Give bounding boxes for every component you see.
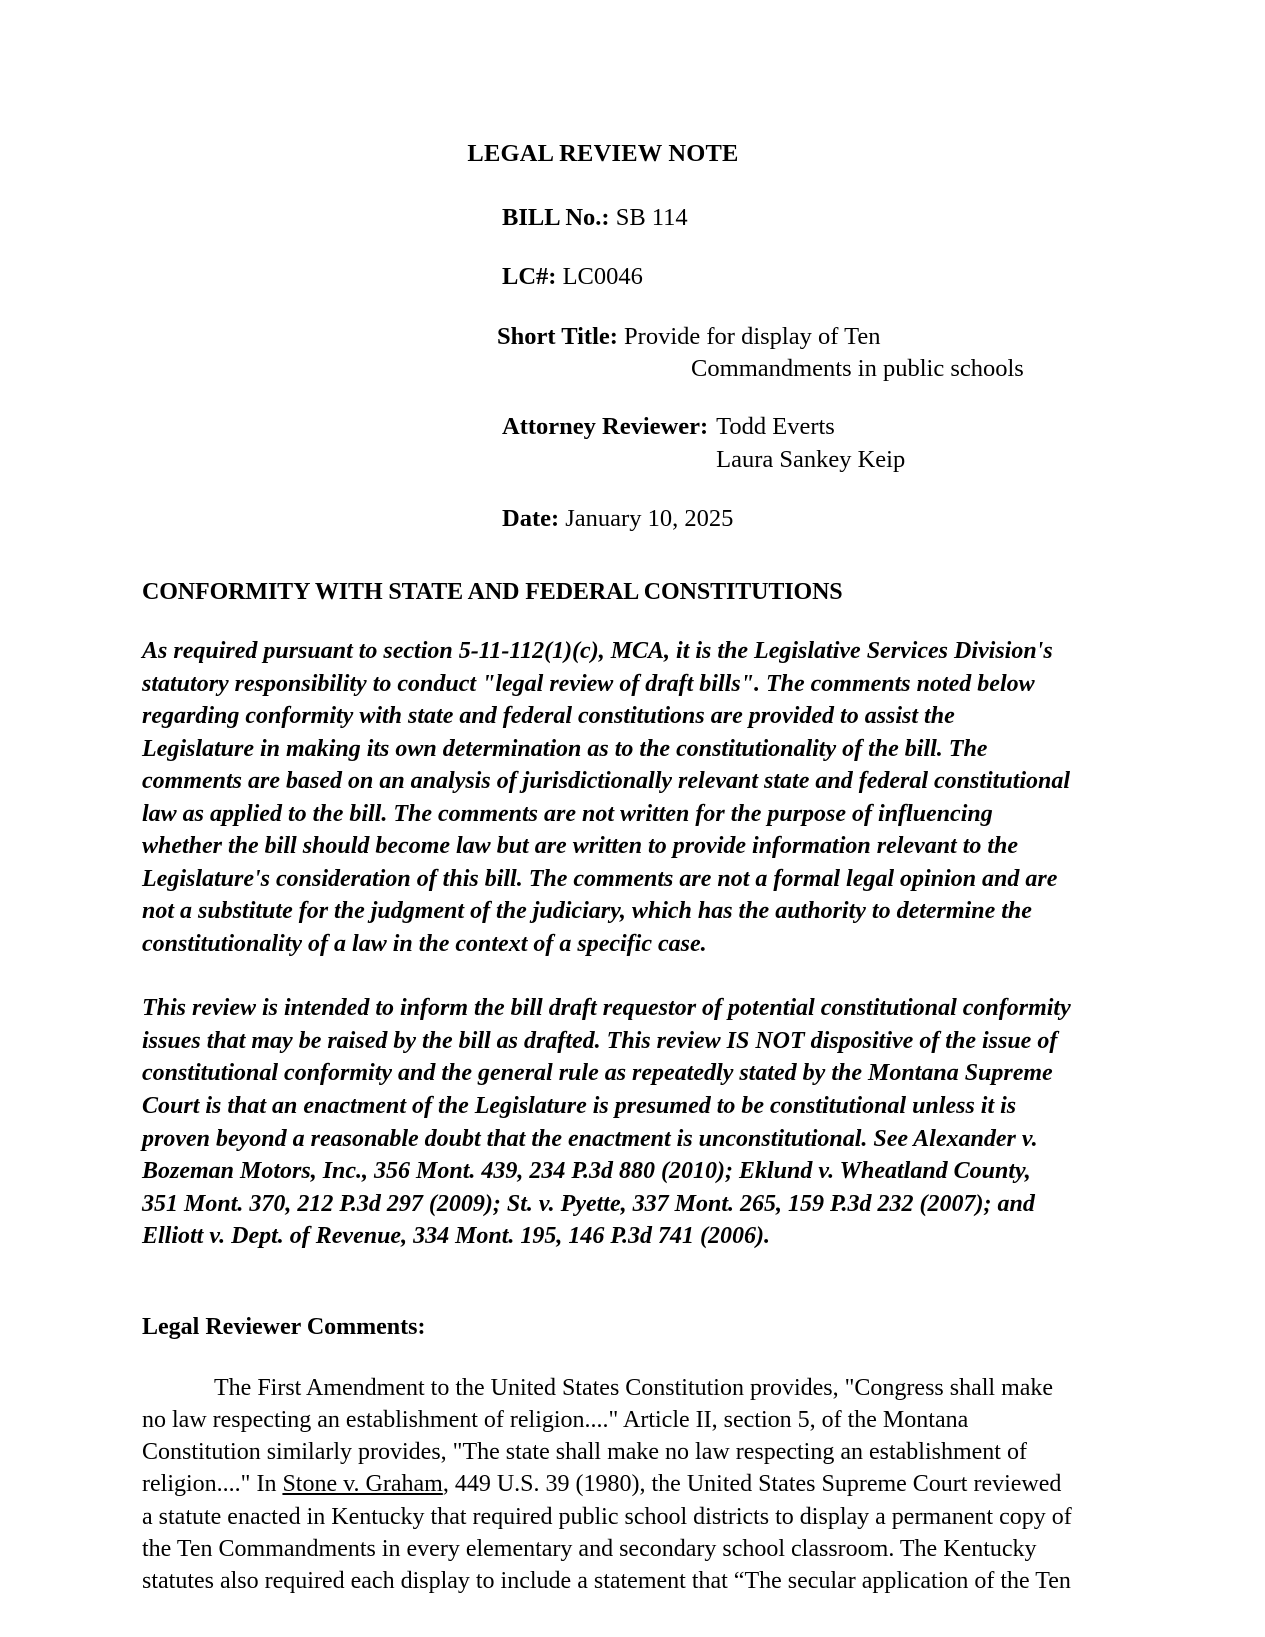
metadata-row-bill-number (142, 202, 1072, 234)
indent-spacer (142, 411, 502, 476)
metadata-row-attorney-reviewer (142, 411, 1072, 476)
bill-number-label: BILL No.: (502, 204, 610, 231)
legal-reviewer-comments-heading: Legal Reviewer Comments: (142, 1313, 426, 1340)
short-title-line-2: Commandments in public schools (691, 354, 1024, 382)
indent-spacer (142, 202, 502, 234)
document-metadata (142, 202, 1072, 535)
page-title: LEGAL REVIEW NOTE (467, 140, 739, 167)
reviewer-name-2: Laura Sankey Keip (716, 445, 906, 473)
attorney-reviewer-label: Attorney Reviewer: (502, 413, 709, 441)
disclaimer-paragraph-review-scope: This review is intended to inform the bill draft requestor of potential constitutional conformity issues that may be raised by the bill as drafted. This review IS NOT dispositive of the issue of constitutional conformity and the general rule as repeatedly stated by the Montana Supreme Court is that an enactment of the Legislature is presumed to be constitutional unless it is proven beyond a reasonable doubt that the enactment is unconstitutional. See Alexander v. Bozeman Motors, Inc., 356 Mont. 439, 234 P.3d 880 (2010); Eklund v. Wheatland County, 351 Mont. 370, 212 P.3d 297 (2009); St. v. Pyette, 337 Mont. 265, 159 P.3d 232 (2007); and Elliott v. Dept. of Revenue, 334 Mont. 195, 146 P.3d 741 (2006). (142, 995, 1071, 1250)
indent-spacer (142, 321, 497, 386)
date-label: Date: (502, 504, 560, 532)
comments-text-after-case: , 449 U.S. 39 (1980), the United States Supreme Court reviewed a statute enacted in Kentucky that required public school districts to display a permanent copy of the Ten Commandments in every elementary and secondary school classroom. The Kentucky statutes also required each display to include a statement that “The secular application of the Ten (142, 1471, 1072, 1595)
short-title-value (624, 321, 1024, 386)
date-value: January 10, 2025 (565, 504, 734, 532)
document-content (142, 0, 1072, 1597)
attorney-reviewer-values (716, 411, 905, 476)
metadata-row-lc-number (142, 261, 1072, 293)
indent-spacer (142, 261, 502, 293)
lc-number-value: LC0046 (562, 263, 643, 291)
legal-reviewer-comments-body (142, 1372, 1072, 1598)
indent-spacer (142, 503, 502, 535)
section-heading-conformity: CONFORMITY WITH STATE AND FEDERAL CONSTITUTIONS (142, 579, 843, 606)
disclaimer-paragraph-statutory-responsibility: As required pursuant to section 5-11-112(1)(c), MCA, it is the Legislative Services Division's statutory responsibility to conduct "legal review of draft bills". The comments noted below regarding conformity with state and federal constitutions are provided to assist the Legislature in making its own determination as to the constitutionality of the bill. The comments are based on an analysis of jurisdictionally relevant state and federal constitutional law as applied to the bill. The comments are not written for the purpose of influencing whether the bill should become law but are written to provide information relevant to the Legislature's consideration of this bill. The comments are not a formal legal opinion and are not a substitute for the judgment of the judiciary, which has the authority to determine the constitutionality of a law in the context of a specific case. (142, 638, 1071, 957)
comments-text-before-case: The First Amendment to the United States Constitution provides, "Congress shall make no law respecting an establishment of religion...." Article II, section 5, of the Montana Constitution similarly provides, "The state shall make no law respecting an establishment of religion...." In (142, 1374, 1054, 1498)
metadata-row-short-title (142, 321, 1072, 386)
lc-number-label: LC#: (502, 263, 557, 291)
short-title-label: Short Title: (497, 322, 618, 350)
case-citation-stone-v-graham: Stone v. Graham (282, 1471, 443, 1498)
metadata-row-date (142, 503, 1072, 535)
bill-number-value: SB 114 (615, 204, 688, 231)
reviewer-name-1: Todd Everts (716, 413, 835, 441)
short-title-line-1: Provide for display of Ten (624, 322, 881, 350)
